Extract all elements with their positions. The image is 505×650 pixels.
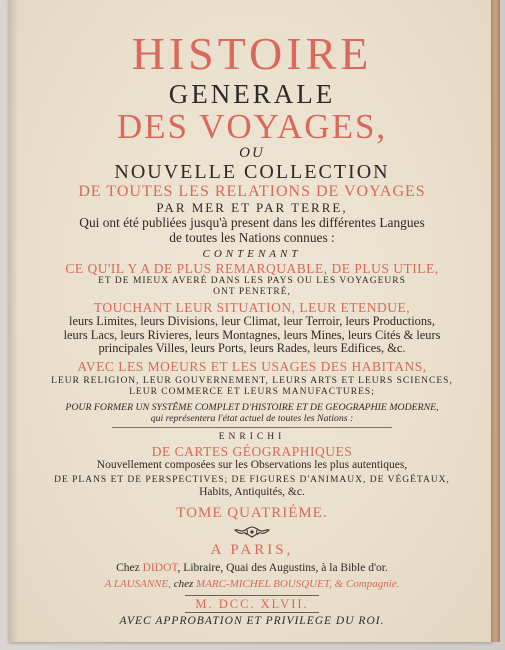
text-commerce: LEUR COMMERCE ET LEURS MANUFACTURES; [129,386,375,397]
text-religion: LEUR RELIGION, LEUR GOUVERNEMENT, LEURS ARTS ET LEURS SCIENCES, [51,375,453,386]
divider-rule [112,427,392,428]
subtitle-relations: DE TOUTES LES RELATIONS DE VOYAGES [78,183,426,200]
title-generale: GENERALE [168,79,336,109]
imprint-didot: DIDOT [142,561,178,574]
text-date: M. DCC. XLVII. [185,595,318,613]
page-fore-edge [491,0,500,642]
text-habits: Habits, Antiquités, &c. [199,485,305,498]
text-nations: de toutes les Nations connues : [169,230,335,245]
text-villes: principales Villes, leurs Ports, leurs Rades, leurs Edifices, &c. [98,341,406,355]
subtitle-mer-terre: PAR MER ET PAR TERRE, [156,200,348,215]
imprint-chez: Chez [116,561,143,574]
imprint-lausanne-chez: chez [170,577,197,590]
text-observations: Nouvellement composées sur les Observations les plus autentiques, [96,458,408,471]
fleuron-ornament-icon [232,525,272,539]
text-contenant: CONTENANT [202,248,302,260]
text-imprint-lausanne [18,578,486,591]
imprint-lausanne-city: A LAUSANNE, [104,577,171,590]
text-situation: TOUCHANT LEUR SITUATION, LEUR ETENDUE, [93,300,411,315]
title-des-voyages: DES VOYAGES, [116,107,388,146]
text-remarquable: CE QU'IL Y A DE PLUS REMARQUABLE, DE PLUS UTILE, [65,261,439,276]
text-etat-actuel: qui représentera l'état actuel de toutes les Nations : [150,412,354,424]
imprint-bousquet: MARC-MICHEL BOUSQUET [196,577,330,590]
text-avere: ET DE MIEUX AVERÉ DANS LES PAYS OU LES VOYAGEURS [98,276,406,286]
text-publiees: Qui ont été publiées jusqu'à present dans les différentes Langues [79,215,425,230]
text-imprint-paris [18,562,486,575]
title-ou: OU [239,145,265,161]
imprint-address: , Libraire, Quai des Augustins, à la Bible d'or. [177,561,388,574]
page-gutter-shadow [8,0,18,642]
date-wrapper [18,595,486,613]
subtitle-nouvelle-collection: NOUVELLE COLLECTION [114,161,390,183]
text-paris: A PARIS, [210,541,294,558]
imprint-compagnie: , & Compagnie. [329,577,400,590]
title-histoire: HISTOIRE [131,28,373,79]
text-cartes: DE CARTES GÉOGRAPHIQUES [151,443,353,459]
text-penetre: ONT PENETRÉ, [213,287,291,297]
text-moeurs: AVEC LES MOEURS ET LES USAGES DES HABITANS, [77,358,427,374]
text-limites: leurs Limites, leurs Divisions, leur Climat, leur Terroir, leurs Productions, [69,314,435,328]
text-plans: DE PLANS ET DE PERSPECTIVES; DE FIGURES D'ANIMAUX, DE VÉGÉTAUX, [54,474,450,485]
text-systeme: POUR FORMER UN SYSTÊME COMPLET D'HISTOIRE ET DE GEOGRAPHIE MODERNE, [65,401,439,413]
text-approbation: AVEC APPROBATION ET PRIVILEGE DU ROI. [119,614,385,627]
text-lacs: leurs Lacs, leurs Rivieres, leurs Montagnes, leurs Mines, leurs Cités & leurs [63,327,441,342]
title-page-text [18,30,486,628]
text-enrichi: ENRICHI [218,431,286,442]
text-tome: TOME QUATRIÉME. [176,504,328,521]
